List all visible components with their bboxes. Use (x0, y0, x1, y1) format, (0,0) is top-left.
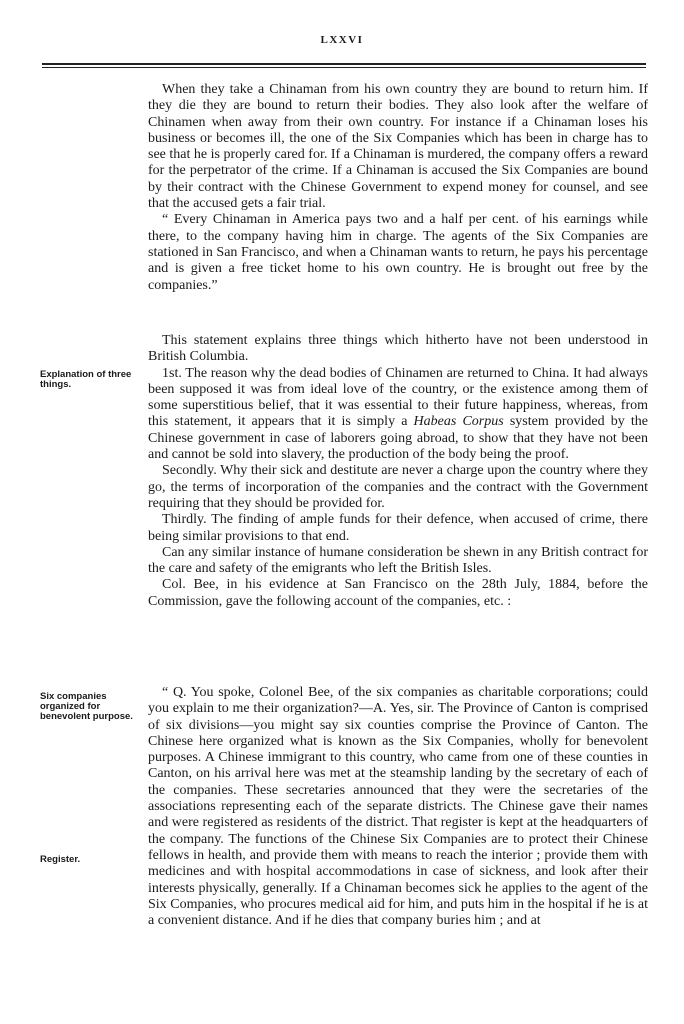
paragraph: “ Q. You spoke, Colonel Bee, of the six companies as charitable corporations; could you explain to me their organization?—A. Yes, sir. The Province of Canton is comprised of six divisions—you might say six counties comprise the Province of Canton. The Chinese here organized what is known as the Six Companies, wholly for benevolent purposes. A Chinese immigrant to this country, who came from one of these counties in Canton, on his arrival here was met at the steamship landing by the secretary of each of the companies. These secretaries announced that they were the secretaries of the associations representing each of the separate districts. The Chinese gave their names and were registered as residents of the district. That register is kept at the headquarters of the company. The functions of the Chinese Six Companies are to protect their Chinese fellows in health, and provide them with means to reach the interior ; provide them with medicines and with hospital accommodations in case of sickness, and look after their interests physically, generally. If a Chinaman becomes sick he applies to the agent of the Six Companies, who procures medical aid for him, and puts him in the hospital if he is at a convenient distance. And if he dies that company buries him ; and at (148, 685, 648, 929)
explanation-block (148, 333, 648, 610)
paragraph: Secondly. Why their sick and destitute are never a charge upon the country where they go, the terms of incorporation of the companies and the contract with the Government requiring that they should be provided for. (148, 463, 648, 511)
paragraph: Can any similar instance of humane consideration be shewn in any British contract for the care and safety of the emigrants who left the British Isles. (148, 544, 648, 577)
italic-term: Habeas Corpus (413, 414, 504, 430)
paragraph: Thirdly. The finding of ample funds for their defence, when accused of crime, there being similar provisions to that end. (148, 512, 648, 544)
testimony-block (148, 685, 648, 929)
paragraph: Col. Bee, in his evidence at San Francisco on the 28th July, 1884, before the Commission, gave the following account of the companies, etc. : (148, 577, 648, 609)
quoted-statement-block (148, 82, 648, 294)
paragraph: “ Every Chinaman in America pays two and a half per cent. of his earnings while there, to the company having him in charge. The agents of the Six Companies are stationed in San Francisco, and when a Chinaman wants to return, he pays his percentage and is given a free ticket home to his own country. He is brought out free by the companies.” (148, 212, 648, 293)
margin-note-six-companies: Six companies organized for benevolent purpose. (40, 691, 133, 722)
margin-note-explanation: Explanation of three things. (40, 369, 132, 390)
page-number: LXXVI (320, 34, 364, 46)
text-run: 1st. The reason why the dead bodies of Chinamen are returned to China. It had always been supposed it was from ideal love of the country, or the existence among them of some superstitious belief, that it was essential to their future happiness, whereas, from this statement, it appears that it is simply a (148, 365, 648, 430)
header-rule-bottom (42, 67, 646, 68)
header-rule-top (42, 63, 646, 65)
margin-note-register: Register. (40, 854, 81, 865)
text-run: system provided by the Chinese government in case of laborers going abroad, to show that they have not been and cannot be sold into slavery, the production of the body being the proof. (148, 414, 648, 463)
paragraph: This statement explains three things which hitherto have not been understood in British Columbia. (148, 333, 648, 365)
paragraph (148, 366, 648, 464)
paragraph: When they take a Chinaman from his own country they are bound to return him. If they die they are bound to return their bodies. They also look after the welfare of Chinamen when away from their own country. For instance if a Chinaman loses his business or becomes ill, the one of the Six Companies which has been in charge has to see that he is properly cared for. If a Chinaman is murdered, the company offers a reward for the perpetrator of the crime. If a Chinaman is accused the Six Companies are bound by their contract with the Chinese Government to expend money for counsel, and see that the accused gets a fair trial. (148, 82, 648, 212)
